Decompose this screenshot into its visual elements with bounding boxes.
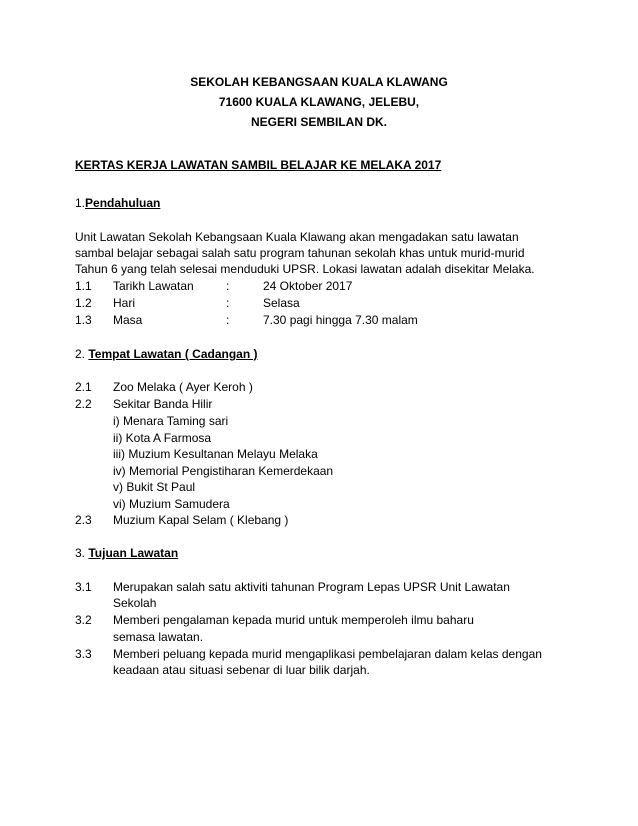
- item-value: 24 Oktober 2017: [263, 279, 353, 293]
- sub-item: vi) Muzium Samudera: [113, 497, 230, 511]
- item-value: 7.30 pagi hingga 7.30 malam: [263, 313, 418, 327]
- section-3-number: 3.: [75, 546, 86, 560]
- item-text: Merupakan salah satu aktiviti tahunan Program Lepas UPSR Unit Lawatan: [113, 580, 510, 594]
- school-address: 71600 KUALA KLAWANG, JELEBU,: [218, 95, 420, 109]
- item-text: Sekitar Banda Hilir: [113, 397, 213, 411]
- item-text-continued: keadaan atau situasi sebenar di luar bilik darjah.: [113, 663, 370, 677]
- document-title: KERTAS KERJA LAWATAN SAMBIL BELAJAR KE MELAKA 2017: [75, 158, 442, 172]
- item-text-continued: Sekolah: [113, 596, 157, 610]
- item-number: 2.2: [75, 397, 92, 411]
- section-3-title: Tujuan Lawatan: [88, 546, 179, 560]
- sub-item: iii) Muzium Kesultanan Melayu Melaka: [113, 447, 318, 461]
- item-number: 1.2: [75, 296, 92, 310]
- section-3-heading: [75, 545, 178, 561]
- paragraph-line: Tahun 6 yang telah selesai menduduki UPSR. Lokasi lawatan adalah disekitar Melaka.: [75, 262, 535, 276]
- item-number: 1.3: [75, 313, 92, 327]
- item-text: Zoo Melaka ( Ayer Keroh ): [113, 380, 253, 394]
- item-text: Memberi peluang kepada murid mengaplikasi pembelajaran dalam kelas dengan: [113, 647, 542, 661]
- item-label: Tarikh Lawatan: [113, 279, 194, 293]
- section-1-title: Pendahuluan: [85, 196, 161, 210]
- item-colon: :: [226, 313, 230, 327]
- item-text-continued: semasa lawatan.: [113, 630, 204, 644]
- sub-item: v) Bukit St Paul: [113, 480, 196, 494]
- item-number: 3.1: [75, 580, 92, 594]
- item-text: Muzium Kapal Selam ( Klebang ): [113, 513, 289, 527]
- item-value: Selasa: [263, 296, 300, 310]
- item-number: 2.1: [75, 380, 92, 394]
- item-number: 2.3: [75, 513, 92, 527]
- school-state: NEGERI SEMBILAN DK.: [250, 115, 387, 129]
- item-label: Masa: [113, 313, 143, 327]
- item-number: 1.1: [75, 279, 92, 293]
- item-colon: :: [226, 279, 230, 293]
- item-number: 3.2: [75, 613, 92, 627]
- section-1-number: 1.: [75, 196, 86, 210]
- item-colon: :: [226, 296, 230, 310]
- school-name: SEKOLAH KEBANGSAAN KUALA KLAWANG: [190, 75, 448, 89]
- sub-item: i) Menara Taming sari: [113, 414, 229, 428]
- item-text: Memberi pengalaman kepada murid untuk memperoleh ilmu baharu: [113, 613, 474, 627]
- item-number: 3.3: [75, 647, 92, 661]
- section-2-title: Tempat Lawatan ( Cadangan ): [88, 347, 258, 361]
- sub-item: iv) Memorial Pengistiharan Kemerdekaan: [113, 464, 334, 478]
- item-label: Hari: [113, 296, 136, 310]
- paragraph-line: sambal belajar sebagai salah satu program tahunan sekolah khas untuk murid-murid: [75, 246, 525, 260]
- section-2-heading: [75, 346, 258, 362]
- paragraph-line: Unit Lawatan Sekolah Kebangsaan Kuala Klawang akan mengadakan satu lawatan: [75, 230, 519, 244]
- section-2-number: 2.: [75, 347, 86, 361]
- section-1-heading: [75, 195, 160, 211]
- sub-item: ii) Kota A Farmosa: [113, 431, 212, 445]
